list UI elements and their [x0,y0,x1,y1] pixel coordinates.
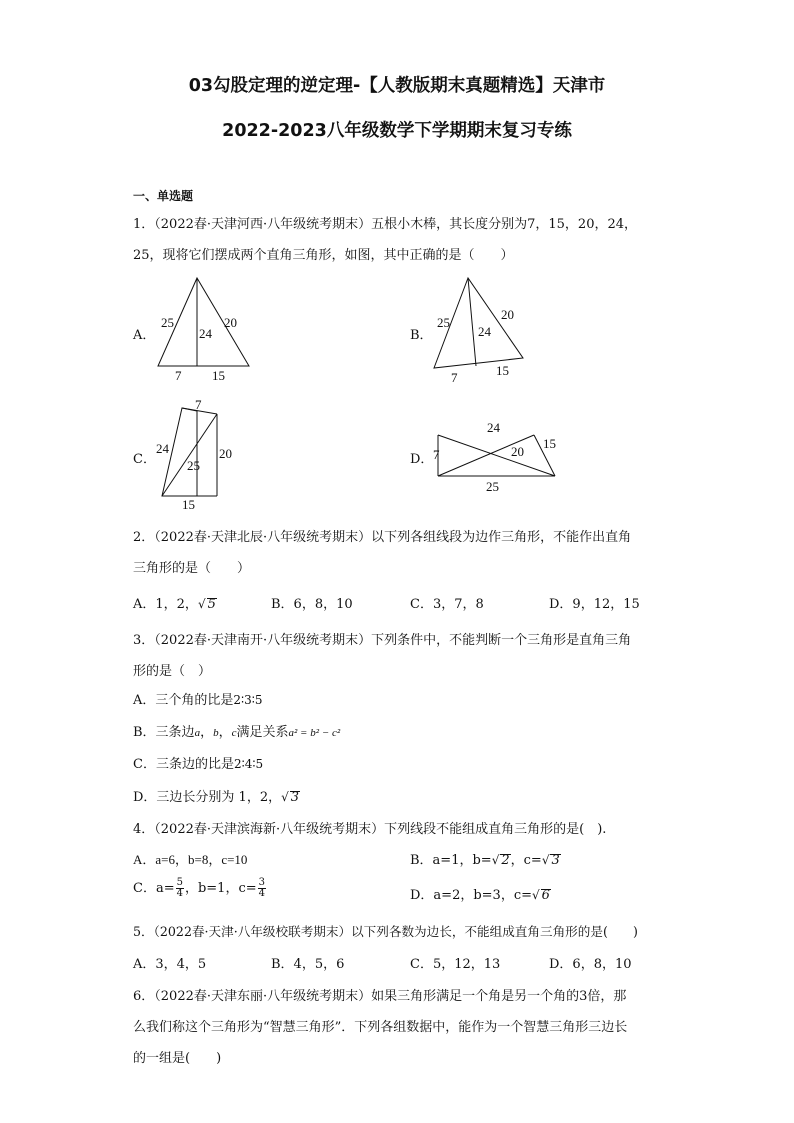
q1-option-c-label[interactable]: C． [133,452,156,467]
q4-option-a[interactable]: A．a=6，b=8，c=10 [133,852,248,867]
fig-b-15: 15 [496,363,509,378]
fig-c-25: 25 [187,458,200,473]
q4-text-line1: 4．（2022春·天津滨海新·八年级统考期末）下列线段不能组成直角三角形的是( ). [133,822,607,837]
fig-a-25: 25 [161,315,174,330]
q6-text-line1: 6．（2022春·天津东丽·八年级统考期末）如果三角形满足一个角是另一个角的3倍，那 [133,989,627,1004]
q6-text-line2: 么我们称这个三角形为“智慧三角形”．下列各组数据中，能作为一个智慧三角形三边长 [133,1020,628,1035]
q5-option-c[interactable]: C．5，12，13 [410,957,501,972]
fig-b-24: 24 [478,324,491,339]
q1-text-line2: 25，现将它们摆成两个直角三角形，如图，其中正确的是（ ） [133,248,514,263]
q1-option-a-label[interactable]: A． [133,328,156,343]
q1-option-d-label[interactable]: D． [410,452,434,467]
section-heading: 一、单选题 [133,189,194,203]
q5-text-line1: 5．（2022春·天津·八年级校联考期末）以下列各数为边长，不能组成直角三角形的是( ) [133,924,638,939]
q3-option-b[interactable]: B．三条边a，b，c满足关系a² = b² − c² [133,725,341,740]
q2-option-b[interactable]: B．6，8，10 [271,597,353,612]
fig-d-25: 25 [486,479,499,494]
document-title-line1: 03勾股定理的逆定理-【人教版期末真题精选】天津市 [188,76,606,96]
q4-option-d[interactable]: D．a=2，b=3，c=√ 6 [410,888,550,903]
q5-option-b[interactable]: B．4，5，6 [271,957,345,972]
fig-b-25: 25 [437,315,450,330]
fig-c-15: 15 [182,497,195,512]
q1-figure-d [430,413,570,495]
q1-figure-b [428,275,538,390]
fig-b-7: 7 [451,370,458,385]
q6-text-line3: 的一组是( ) [133,1051,222,1066]
q3-text-line2: 形的是（ ） [133,664,212,679]
q3-option-d[interactable]: D．三边长分别为 1，2，√ 3 [133,790,300,805]
document-title-line2: 2022-2023八年级数学下学期期末复习专练 [222,121,572,141]
fig-c-24: 24 [156,441,169,456]
fig-d-7: 7 [433,447,440,462]
fig-d-24: 24 [487,420,500,435]
fig-b-20: 20 [501,307,514,322]
q2-text-line1: 2．（2022春·天津北辰·八年级统考期末）以下列各组线段为边作三角形，不能作出直角 [133,530,632,545]
q1-text-line1: 1．（2022春·天津河西·八年级统考期末）五根小木棒，其长度分别为7，15，20，24， [133,217,638,232]
fig-a-15: 15 [212,368,225,383]
q1-figure-a [150,275,260,385]
q5-option-a[interactable]: A．3，4，5 [133,957,207,972]
q3-text-line1: 3．（2022春·天津南开·八年级统考期末）下列条件中，不能判断一个三角形是直角三角 [133,633,632,648]
fig-d-20: 20 [511,444,524,459]
q2-text-line2: 三角形的是（ ） [133,561,251,576]
fig-c-7: 7 [195,397,202,412]
q3-option-a[interactable]: A．三个角的比是2∶3∶5 [133,693,263,708]
fig-a-7: 7 [175,368,182,383]
q2-option-c[interactable]: C．3，7，8 [410,597,484,612]
q2-option-a[interactable]: A．1，2，√ 5 [133,597,216,612]
q3-option-c[interactable]: C．三条边的比是2∶4∶5 [133,757,264,772]
q1-figure-c [150,396,245,514]
fig-a-24: 24 [199,326,212,341]
q1-option-b-label[interactable]: B． [410,328,433,343]
fig-a-20: 20 [224,315,237,330]
fig-d-15: 15 [543,436,556,451]
q5-option-d[interactable]: D．6，8，10 [549,957,632,972]
fig-c-20: 20 [219,446,232,461]
q2-option-d[interactable]: D．9，12，15 [549,597,640,612]
q4-option-c[interactable]: C．a= $\frac{5}{4}$ ，b=1，c= $\frac{3}{4}$ [133,877,266,899]
q4-option-b[interactable]: B．a=1，b=√ 2，c=√ 3 [410,853,560,868]
